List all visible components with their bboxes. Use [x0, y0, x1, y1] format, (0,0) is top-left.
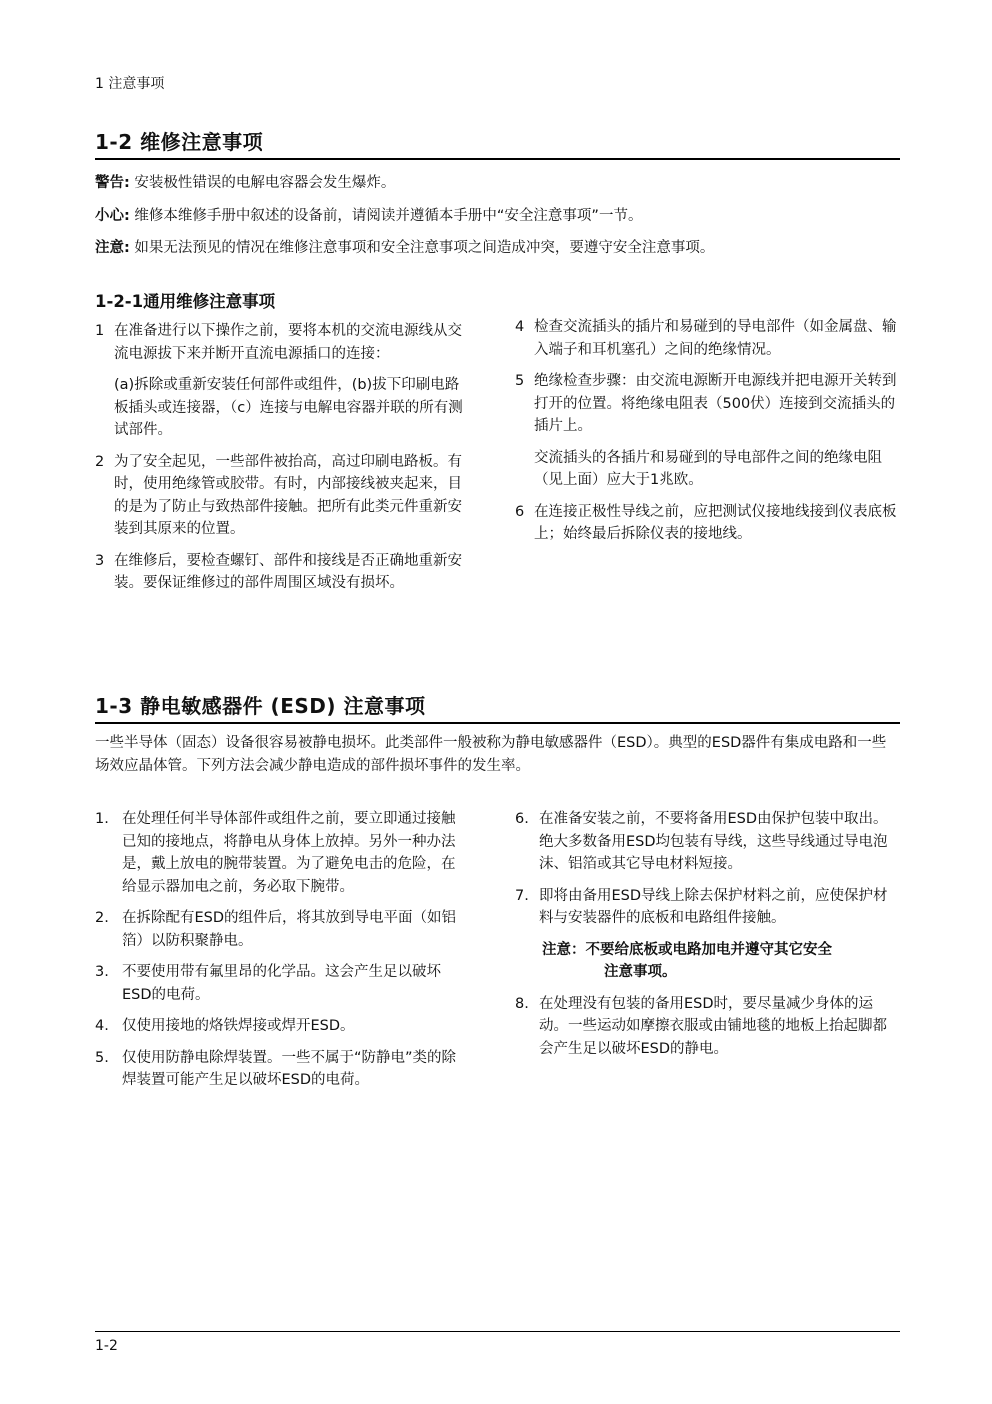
- item-number: 1.: [95, 811, 109, 827]
- item-text: 在准备进行以下操作之前，要将本机的交流电源线从交流电源拔下来并断开直流电源插口的连接：: [114, 323, 462, 362]
- item-number: 8.: [515, 995, 529, 1012]
- caution-line: [95, 204, 642, 225]
- item-text: 在连接正极性导线之前，应把测试仪接地线接到仪表底板上；始终最后拆除仪表的接地线。: [534, 503, 897, 542]
- item-number: 7.: [515, 887, 529, 904]
- list-item: [515, 808, 900, 876]
- item-text: 即将由备用ESD导线上除去保护材料之前，应使保护材料与安装器件的底板和电路组件接触。: [539, 887, 888, 926]
- item-number: 6.: [515, 811, 529, 827]
- item-number: 4: [515, 319, 525, 335]
- item-number: 5.: [95, 1049, 109, 1066]
- item-text: 不要使用带有氟里昂的化学品。这会产生足以破坏ESD的电荷。: [122, 964, 441, 1003]
- list-item: [515, 885, 900, 930]
- item-number: 2.: [95, 910, 109, 926]
- item-text: 在准备安装之前，不要将备用ESD由保护包装中取出。绝大多数备用ESD均包装有导线，这些导线通过导电泡沫、铝箔或其它导电材料短接。: [539, 811, 888, 872]
- running-header: 1 注意事项: [95, 76, 165, 92]
- warning-line: [95, 171, 395, 192]
- item-number: 3.: [95, 964, 109, 980]
- item-number: 4.: [95, 1018, 109, 1034]
- item-text: 检查交流插头的插片和易碰到的导电部件（如金属盘、输入端子和耳机塞孔）之间的绝缘情况。: [534, 319, 897, 358]
- general-precautions-left-column: [95, 320, 465, 604]
- item-text: 在处理任何半导体部件或组件之前，要立即通过接触已知的接地点，将静电从身体上放掉。另外一种办法是，戴上放电的腕带装置。为了避免电击的危险，在给显示器加电之前，务必取下腕带。: [122, 811, 456, 895]
- item-text: 在维修后，要检查螺钉、部件和接线是否正确地重新安装。要保证维修过的部件周围区域没有损坏。: [114, 552, 462, 591]
- caution-text: 不要给底板或电路加电并遵守其它安全: [585, 941, 832, 958]
- note-line: [95, 236, 714, 257]
- item-number: 5: [515, 373, 525, 389]
- item-text: 仅使用接地的烙铁焊接或焊开ESD。: [122, 1018, 355, 1034]
- item-text: 仅使用防静电除焊装置。一些不属于“防静电”类的除焊装置可能产生足以破坏ESD的电荷。: [122, 1049, 457, 1088]
- item-number: 1: [95, 323, 105, 339]
- item-number: 2: [95, 453, 105, 470]
- list-item: [95, 907, 465, 952]
- list-item: [515, 993, 900, 1061]
- note-text: 如果无法预见的情况在维修注意事项和安全注意事项之间造成冲突，要遵守安全注意事项。: [129, 240, 715, 256]
- warning-text: 安装极性错误的电解电容器会发生爆炸。: [129, 175, 396, 191]
- page-number: 1-2: [95, 1338, 118, 1354]
- list-item: [95, 1015, 465, 1038]
- list-item: [95, 961, 465, 1006]
- list-item: [95, 1047, 465, 1092]
- item-subparagraph: (a)拆除或重新安装任何部件或组件，(b)拔下印刷电路板插头或连接器，（c）连接与电解电容器并联的所有测试部件。: [114, 377, 463, 438]
- list-item: [95, 320, 465, 365]
- item-text: 绝缘检查步骤：由交流电源断开电源线并把电源开关转到打开的位置。将绝缘电阻表（500伏）连接到交流插头的插片上。: [534, 373, 897, 434]
- list-item: [95, 808, 465, 898]
- warning-label: 警告:: [95, 175, 130, 191]
- caution-label: 注意：: [542, 941, 586, 958]
- subsection-title-1-2-1: 1-2-1通用维修注意事项: [95, 292, 276, 311]
- esd-caution-note: [515, 939, 900, 984]
- list-item: [515, 316, 900, 361]
- section-title-1-2: 1-2 维修注意事项: [95, 126, 900, 160]
- item-subparagraph: 交流插头的各插片和易碰到的导电部件之间的绝缘电阻（见上面）应大于1兆欧。: [534, 449, 882, 488]
- item-text: 在拆除配有ESD的组件后，将其放到导电平面（如铝箔）以防积聚静电。: [122, 910, 457, 949]
- general-precautions-right-column: [515, 316, 900, 555]
- esd-left-column: [95, 808, 465, 1101]
- document-page: [95, 0, 900, 1404]
- footer-divider: [95, 1331, 900, 1332]
- list-item: [95, 451, 465, 541]
- esd-intro-paragraph: 一些半导体（固态）设备很容易被静电损坏。此类部件一般被称为静电敏感器件（ESD）。典型的ESD器件有集成电路和一些场效应晶体管。下列方法会减少静电造成的部件损坏事件的发生率。: [95, 735, 887, 774]
- list-item: [515, 501, 900, 546]
- caution-text-continued: 注意事项。: [604, 964, 677, 980]
- list-item: [515, 370, 900, 438]
- item-text: 为了安全起见，一些部件被抬高，高过印刷电路板。有时，使用绝缘管或胶带。有时，内部接线被夹起来，目的是为了防止与致热部件接触。把所有此类元件重新安装到其原来的位置。: [114, 453, 462, 537]
- item-number: 6: [515, 503, 525, 520]
- item-number: 3: [95, 552, 105, 569]
- list-item: [95, 550, 465, 595]
- esd-right-column: [515, 808, 900, 1069]
- caution-label: 小心:: [95, 208, 130, 224]
- section-title-1-3: 1-3 静电敏感器件 (ESD) 注意事项: [95, 690, 900, 724]
- item-text: 在处理没有包装的备用ESD时，要尽量减少身体的运动。一些运动如摩擦衣服或由铺地毯的地板上抬起脚都会产生足以破坏ESD的静电。: [539, 995, 887, 1057]
- note-label: 注意:: [95, 240, 130, 256]
- caution-text: 维修本维修手册中叙述的设备前，请阅读并遵循本手册中“安全注意事项”一节。: [129, 208, 643, 224]
